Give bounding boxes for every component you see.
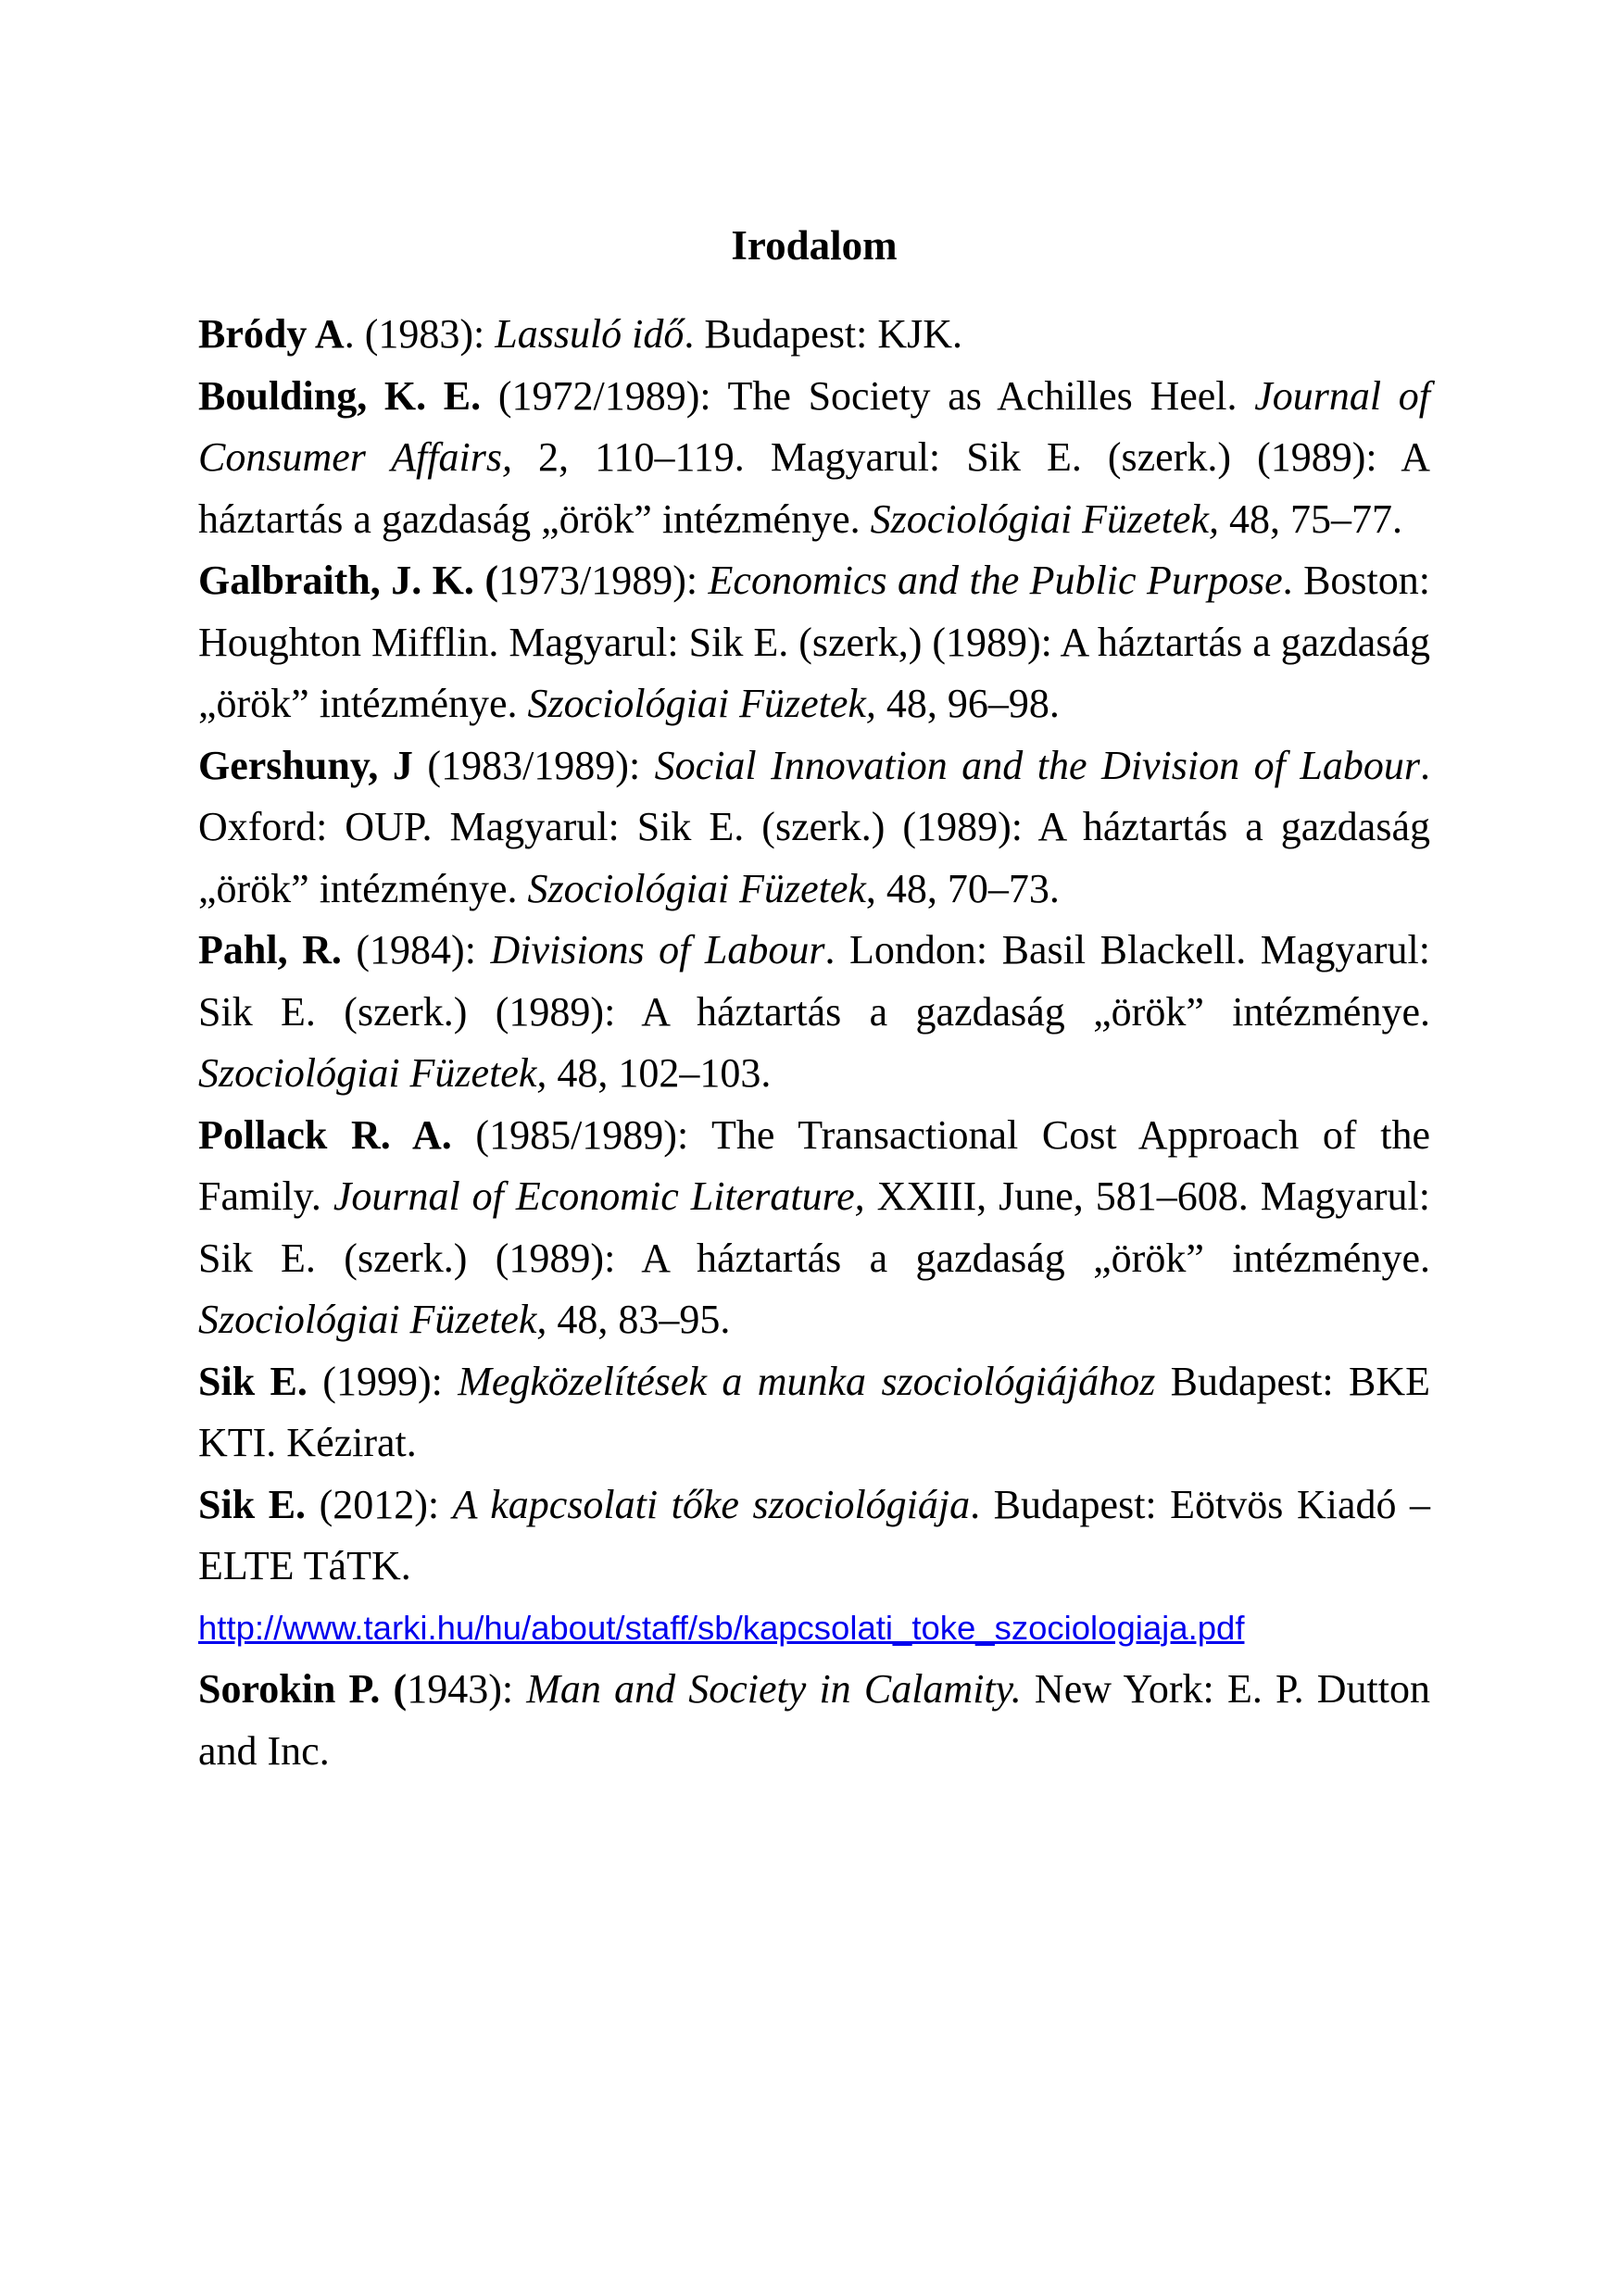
reference-text: 48, 75–77. bbox=[1219, 496, 1402, 542]
reference-text: . Oxford: OUP. Magyarul: Sik E. (szerk.) (1989): A háztartás a gazdaság „örök” intézménye. bbox=[198, 742, 1430, 911]
reference-author: Pahl, R. bbox=[198, 927, 342, 972]
reference-text: New York: E. P. Dutton and Inc. bbox=[198, 1666, 1430, 1774]
reference-text: 48, 102–103. bbox=[547, 1050, 772, 1096]
reference-text: , 48, 70–73. bbox=[865, 865, 1060, 911]
reference-gershuny-1983 bbox=[198, 735, 1430, 921]
reference-author: Sik E. bbox=[198, 1358, 308, 1404]
reference-title: Social Innovation and the Division of Labour bbox=[654, 742, 1420, 788]
reference-journal: Journal of Consumer Affairs, bbox=[198, 372, 1431, 480]
reference-text: (1983/1989): bbox=[412, 742, 655, 788]
reference-author: Boulding, K. E. bbox=[198, 372, 482, 419]
reference-series: Szociológiai Füzetek, bbox=[870, 496, 1219, 542]
reference-text: 1943): bbox=[407, 1666, 527, 1712]
reference-author: Pollack R. A. bbox=[198, 1111, 452, 1158]
reference-author: Bródy A bbox=[198, 311, 345, 357]
reference-title: A kapcsolati tőke szociológiája bbox=[452, 1481, 971, 1527]
reference-author: Gershuny, J bbox=[198, 742, 413, 788]
document-page bbox=[198, 213, 1430, 1782]
reference-series: Szociológiai Füzetek, bbox=[198, 1297, 547, 1342]
page-title: Irodalom bbox=[731, 222, 898, 269]
reference-title: Divisions of Labour bbox=[490, 927, 825, 972]
reference-boulding-1972 bbox=[198, 366, 1430, 551]
reference-text: 48, 96–98. bbox=[875, 681, 1060, 726]
reference-text: . London: Basil Blackell. Magyarul: Sik E. (szerk.) (1989): A háztartás a gazdaság „örök” intézménye. bbox=[198, 927, 1431, 1035]
reference-title: Megközelítések a munka szociológiájához bbox=[458, 1358, 1156, 1404]
reference-text: 2, 110–119. Magyarul: Sik E. (szerk.) (1989): A háztartás a gazdaság „örök” intézménye. bbox=[198, 434, 1431, 542]
reference-galbraith-1973 bbox=[198, 550, 1430, 735]
reference-title: Economics and the Public Purpose bbox=[708, 558, 1283, 603]
reference-text: . (1983): bbox=[344, 311, 496, 357]
reference-text: 1973/1989): bbox=[498, 558, 709, 603]
reference-sik-1999 bbox=[198, 1351, 1430, 1474]
reference-text: (1985/1989): The Transactional Cost Approach of the Family. bbox=[198, 1111, 1430, 1219]
reference-title: Man and Society in Calamity. bbox=[526, 1666, 1022, 1712]
reference-text: Budapest: BKE KTI. Kézirat. bbox=[198, 1358, 1430, 1465]
reference-list bbox=[198, 304, 1430, 1782]
reference-author: Galbraith, J. K. ( bbox=[198, 558, 498, 603]
reference-text: (1999): bbox=[307, 1358, 459, 1404]
reference-author: Sorokin P. ( bbox=[198, 1666, 408, 1712]
reference-text: 48, 83–95. bbox=[547, 1297, 731, 1342]
reference-url-link[interactable]: http://www.tarki.hu/hu/about/staff/sb/kapcsolati_toke_szociologiaja.pdf bbox=[198, 1608, 1245, 1647]
reference-text: . Budapest: Eötvös Kiadó – ELTE TáTK. bbox=[198, 1481, 1430, 1588]
reference-pollack-1985 bbox=[198, 1105, 1430, 1351]
reference-sorokin-1943 bbox=[198, 1659, 1430, 1782]
reference-series: Szociológiai Füzetek, bbox=[527, 681, 876, 726]
reference-series: Szociológiai Füzetek, bbox=[198, 1050, 547, 1096]
reference-text: . Boston: Houghton Mifflin. Magyarul: Sik E. (szerk,) (1989): A háztartás a gazdaság „örök” intézménye. bbox=[198, 558, 1430, 726]
reference-pahl-1984 bbox=[198, 920, 1430, 1105]
reference-text: (1984): bbox=[341, 927, 491, 972]
reference-text: . Budapest: KJK. bbox=[684, 311, 963, 357]
reference-title: Lassuló idő bbox=[495, 311, 685, 357]
reference-text: (1972/1989): The Society as Achilles Heel. bbox=[481, 372, 1255, 419]
reference-journal: Journal of Economic Literature, bbox=[333, 1173, 865, 1219]
reference-author: Sik E. bbox=[198, 1481, 307, 1527]
reference-series: Szociológiai Füzetek bbox=[527, 865, 866, 911]
reference-sik-2012 bbox=[198, 1474, 1430, 1660]
reference-brody-1983 bbox=[198, 304, 1430, 366]
reference-text: XXIII, June, 581–608. Magyarul: Sik E. (szerk.) (1989): A háztartás a gazdaság „örök” intézménye. bbox=[198, 1173, 1430, 1281]
reference-text: (2012): bbox=[306, 1481, 453, 1527]
